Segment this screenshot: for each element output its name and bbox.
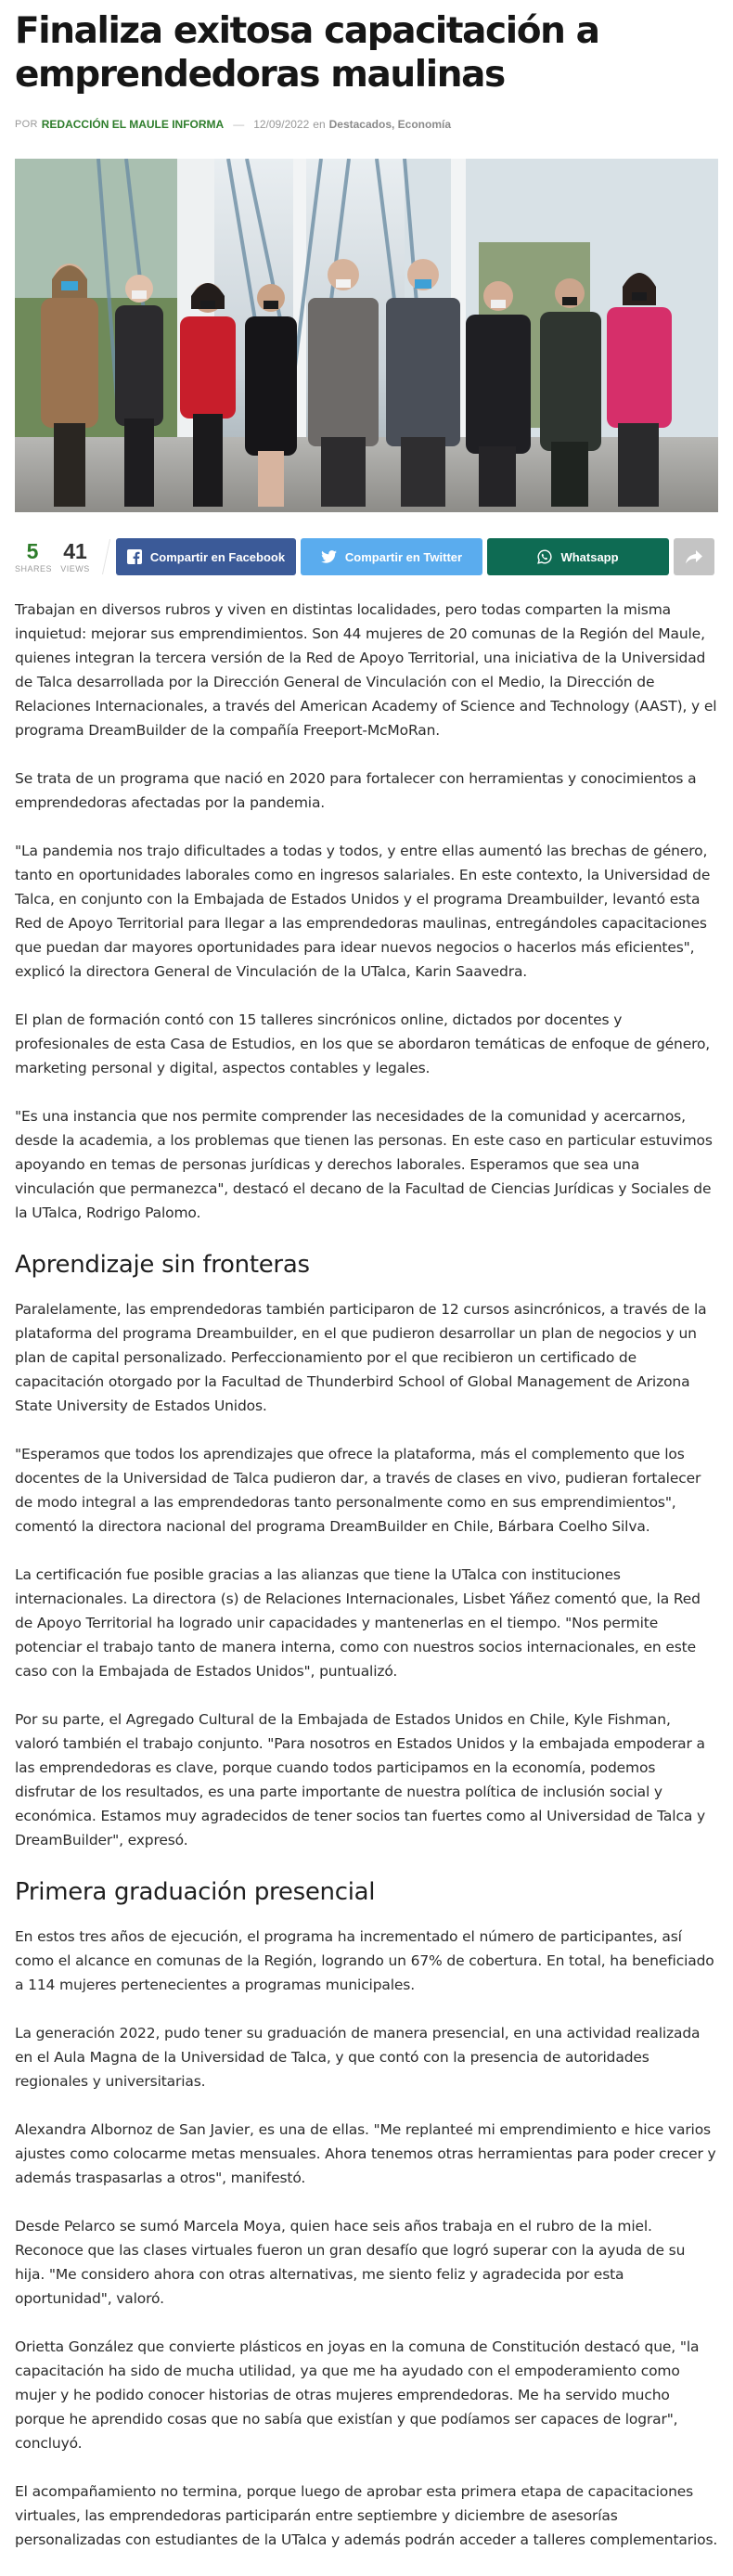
shares-label: SHARES xyxy=(15,564,53,573)
share-whatsapp-label: Whatsapp xyxy=(560,549,619,564)
share-twitter-label: Compartir en Twitter xyxy=(344,549,463,564)
share-twitter-button[interactable] xyxy=(301,538,482,575)
by-label: POR xyxy=(15,119,38,130)
share-facebook-label: Compartir en Facebook xyxy=(149,549,286,564)
views-count: 41 xyxy=(63,539,87,563)
shares-counter xyxy=(15,539,53,573)
article-body xyxy=(15,598,718,2552)
paragraph: "La pandemia nos trajo dificultades a todas y todos, y entre ellas aumentó las brechas de género, tanto en oportunidades laborales como en ingresos salariales. En este contexto, la Universidad de Talca, en conjunto con la Embajada de Estados Unidos y el programa Dreambuilder, levantó esta Red de Apoyo Territorial para llegar a las emprendedoras maulinas, entregándoles capacitaciones que puedan dar mayores oportunidades para idear nuevos negocios o hacerlos más eficientes", explicó la directora General de Vinculación de la UTalca, Karin Saavedra. xyxy=(15,843,711,980)
views-counter xyxy=(58,540,93,573)
paragraph: Por su parte, el Agregado Cultural de la Embajada de Estados Unidos en Chile, Kyle Fishman, valoró también el trabajo conjunto. "Para nosotros en Estados Unidos y la embajada empoderar a las emprendedoras es clave, porque cuando todos participamos en la economía, podemos disfrutar de los resultados, es una parte importante de nuestra política de inclusión social y económica. Estamos muy agradecidos de tener socios tan fuertes como al Universidad de Talca y DreamBuilder", expresó. xyxy=(15,1711,705,1848)
share-more-button[interactable] xyxy=(674,538,714,575)
paragraph: En estos tres años de ejecución, el programa ha incrementado el número de participantes, así como el alcance en comunas de la Región, logrando un 67% de cobertura. En total, ha beneficiado a 114 mujeres pertenecientes a programas municipales. xyxy=(15,1928,714,1993)
facebook-icon xyxy=(127,549,142,564)
publish-date: 12/09/2022 xyxy=(253,118,310,131)
paragraph: El acompañamiento no termina, porque luego de aprobar esta primera etapa de capacitaciones virtuales, las emprendedoras participarán entre septiembre y diciembre de asesorías personalizadas con estudiantes de la UTalca y además podrán acceder a talleres complementarios. xyxy=(15,2483,718,2548)
article-meta xyxy=(15,115,718,134)
whatsapp-icon xyxy=(537,549,552,564)
paragraph: La certificación fue posible gracias a las alianzas que tiene la UTalca con instituciones internacionales. La directora (s) de Relaciones Internacionales, Lisbet Yáñez comentó que, la Red de Apoyo Territorial ha logrado unir capacidades y mantenerlas en el tiempo. "Nos permite potenciar el trabajo tanto de manera interna, como con nuestros socios internacionales, en este caso con la Embajada de Estados Unidos", puntualizó. xyxy=(15,1566,701,1680)
paragraph: Desde Pelarco se sumó Marcela Moya, quien hace seis años trabaja en el rubro de la miel. Reconoce que las clases virtuales fueron un gran desafío que logró superar con la ayuda de su hija. "Me considero ahora con otras alternativas, me siento feliz y agradecida por esta oportunidad", valoró. xyxy=(15,2218,686,2307)
paragraph: Orietta González que convierte plásticos en joyas en la comuna de Constitución destacó que, "la capacitación ha sido de mucha utilidad, ya que me ha ayudado con el empoderamiento como mujer y he podido conocer historias de otras mujeres emprendedoras. Me ha servido mucho porque he aprendido cosas que no sabía que existían y que podíamos ser capaces de lograr", concluyó. xyxy=(15,2338,700,2452)
article-title: Finaliza exitosa capacitación a emprendedoras maulinas xyxy=(15,10,599,96)
share-divider xyxy=(102,539,110,574)
paragraph: El plan de formación contó con 15 talleres sincrónicos online, dictados por docentes y profesionales de esta Casa de Estudios, en los que se abordaron temáticas de enfoque de género, marketing personal y digital, aspectos contables y legales. xyxy=(15,1011,711,1076)
featured-image xyxy=(15,159,718,512)
paragraph: "Esperamos que todos los aprendizajes que ofrece la plataforma, más el complemento que los docentes de la Universidad de Talca pudieron dar, a través de clases en vivo, pudieran fortalecer de modo integral a las emprendedoras tanto personalmente como en sus emprendimientos", comentó la directora nacional del programa DreamBuilder en Chile, Bárbara Coelho Silva. xyxy=(15,1446,701,1535)
paragraph: La generación 2022, pudo tener su graduación de manera presencial, en una actividad realizada en el Aula Magna de la Universidad de Talca, y que contó con la presencia de autoridades regionales y universitarias. xyxy=(15,2025,701,2090)
section-heading: Primera graduación presencial xyxy=(15,1878,376,1906)
author-link[interactable]: REDACCIÓN EL MAULE INFORMA xyxy=(41,118,225,131)
twitter-icon xyxy=(321,550,337,563)
in-label: en xyxy=(313,118,326,131)
paragraph: Paralelamente, las emprendedoras también participaron de 12 cursos asincrónicos, a través de la plataforma del programa Dreambuilder, en el que pudieron desarrollar un plan de negocios y un plan de capital personalizado. Perfeccionamiento por el que recibieron un certificado de capacitación otorgado por la Facultad de Thunderbird School of Global Management de Arizona State University de Estados Unidos. xyxy=(15,1301,707,1414)
paragraph: "Es una instancia que nos permite comprender las necesidades de la comunidad y acercarnos, desde la academia, a los problemas que tienen las personas. En este caso en particular estuvimos apoyando en temas de personas jurídicas y derechos laborales. Esperamos que sea una vinculación que permanezca", destacó el decano de la Facultad de Ciencias Jurídicas y Sociales de la UTalca, Rodrigo Palomo. xyxy=(15,1108,713,1221)
views-label: VIEWS xyxy=(60,564,90,573)
paragraph: Se trata de un programa que nació en 2020 para fortalecer con herramientas y conocimientos a emprendedoras afectadas por la pandemia. xyxy=(15,770,697,811)
paragraph: Alexandra Albornoz de San Javier, es una de ellas. "Me replanteé mi emprendimiento e hice varios ajustes como colocarme metas mensuales. Ahora tenemos otras herramientas para poder crecer y además traspasarlas a otros", manifestó. xyxy=(15,2121,716,2186)
paragraph: Trabajan en diversos rubros y viven en distintas localidades, pero todas comparten la misma inquietud: mejorar sus emprendimientos. Son 44 mujeres de 20 comunas de la Región del Maule, quienes integran la tercera versión de la Red de Apoyo Territorial, una iniciativa de la Universidad de Talca desarrollada por la Dirección General de Vinculación con el Medio, la Dirección de Relaciones Internacionales, a través del American Academy of Science and Technology (AAST), y el programa DreamBuilder de la compañía Freeport-McMoRan. xyxy=(15,601,717,739)
section-heading: Aprendizaje sin fronteras xyxy=(15,1251,310,1279)
meta-separator: — xyxy=(233,118,245,131)
share-facebook-button[interactable] xyxy=(116,538,296,575)
share-arrow-icon xyxy=(686,550,702,564)
share-whatsapp-button[interactable] xyxy=(487,538,669,575)
shares-count: 5 xyxy=(26,539,39,563)
group-photo xyxy=(15,159,718,512)
category-links[interactable]: Destacados, Economía xyxy=(328,118,452,131)
share-bar xyxy=(15,538,718,575)
